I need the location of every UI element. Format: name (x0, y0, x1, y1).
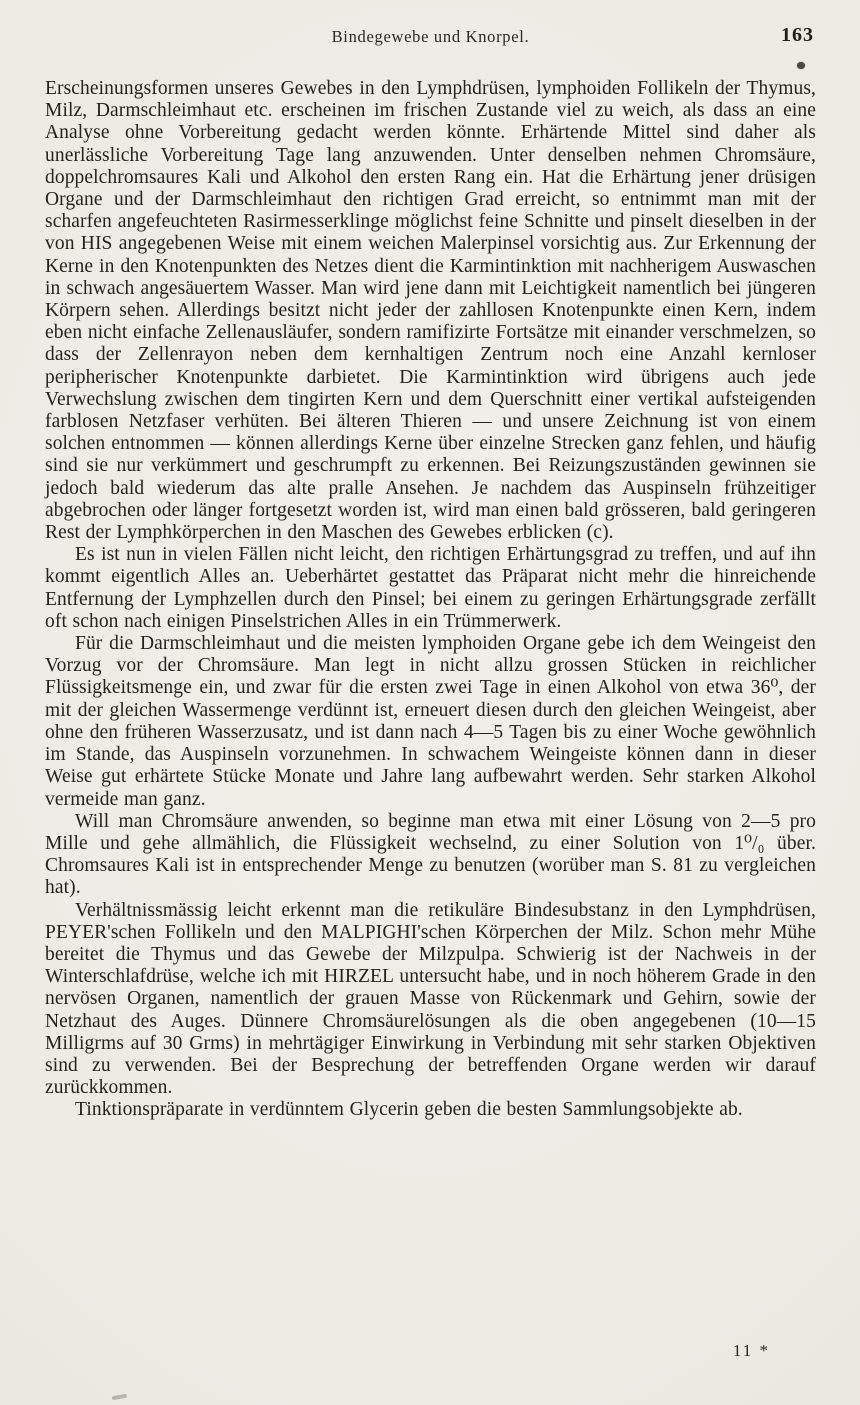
paragraph: Erscheinungsformen unseres Gewebes in den Lymphdrüsen, lymphoiden Follikeln der Thymus, Milz, Darmschleimhaut etc. erscheinen im frischen Zustande viel zu weich, als dass an eine Analyse ohne Vorbereitung gedacht werden könnte. Erhärtende Mittel sind daher als unerlässliche Vorbereitung Tage lang anzuwenden. Unter denselben nehmen Chromsäure, doppelchromsaures Kali und Alkohol den ersten Rang ein. Hat die Erhärtung jener drüsigen Organe und der Darmschleimhaut den richtigen Grad erreicht, so entnimmt man mit der scharfen angefeuchteten Rasirmesserklinge möglichst feine Schnitte und pinselt dieselben in der von HIS angegebenen Weise mit einem weichen Malerpinsel vorsichtig aus. Zur Erkennung der Kerne in den Knotenpunkten des Netzes dient die Karmintinktion mit nachherigem Auswaschen in schwach angesäuertem Wasser. Man wird jene dann mit Leichtigkeit namentlich bei jüngeren Körpern sehen. Allerdings besitzt nicht jeder der zahllosen Knotenpunkte einen Kern, indem eben nicht einfache Zellenausläufer, sondern ramifizirte Fortsätze mit einander verschmelzen, so dass der Zellenrayon neben dem kernhaltigen Zentrum noch eine Anzahl kernloser peripherischer Knotenpunkte darbietet. Die Karmintinktion wird übrigens auch jede Verwechslung zwischen dem tingirten Kern und dem Querschnitt einer vertikal aufsteigenden farblosen Netzfaser verhüten. Bei älteren Thieren — und unsere Zeichnung ist von einem solchen entnommen — können allerdings Kerne über einzelne Strecken ganz fehlen, und häufig sind sie nur verkümmert und geschrumpft zu erkennen. Bei Reizungszuständen gewinnen sie jedoch bald wiederum das alte pralle Ansehen. Je nachdem das Auspinseln frühzeitiger abgebrochen oder länger fortgesetzt worden ist, wird man einen bald grösseren, bald geringeren Rest der Lymphkörperchen in den Maschen des Gewebes erblicken (c). (45, 78, 816, 544)
printer-signature-mark: 11 * (732, 1341, 770, 1360)
text-block (45, 78, 816, 1122)
paragraph: Für die Darmschleimhaut und die meisten lymphoiden Organe gebe ich dem Weingeist den Vorzug vor der Chromsäure. Man legt in nicht allzu grossen Stücken in reichlicher Flüssigkeitsmenge ein, und zwar für die ersten zwei Tage in einen Alkohol von etwa 36⁰, der mit der gleichen Wassermenge verdünnt ist, erneuert diesen durch den gleichen Weingeist, aber ohne den früheren Wasserzusatz, und ist dann nach 4—5 Tagen bis zu einer Woche gewöhnlich im Stande, das Auspinseln vorzunehmen. In schwachem Weingeiste können dann in dieser Weise gut erhärtete Stücke Monate und Jahre lang aufbewahrt werden. Sehr starken Alkohol vermeide man ganz. (45, 633, 816, 810)
paragraph: Tinktionspräparate in verdünntem Glycerin geben die besten Sammlungsobjekte ab. (75, 1099, 743, 1121)
ink-spot (797, 62, 805, 69)
scan-artifact (112, 1394, 127, 1401)
paragraph: Es ist nun in vielen Fällen nicht leicht, den richtigen Erhärtungsgrad zu treffen, und auf ihn kommt eigentlich Alles an. Ueberhärtet gestattet das Präparat nicht mehr die hinreichende Entfernung der Lymphzellen durch den Pinsel; bei einem zu geringen Erhärtungsgrade zerfällt oft schon nach einigen Pinselstrichen Alles in ein Trümmerwerk. (45, 544, 816, 632)
page-header (45, 24, 816, 55)
running-title: Bindegewebe und Knorpel. (331, 27, 530, 46)
paragraph: Will man Chromsäure anwenden, so beginne man etwa mit einer Lösung von 2—5 pro Mille und gehe allmählich, die Flüssigkeit wechselnd, zu einer Solution von 1⁰/₀ über. Chromsaures Kali ist in entsprechender Menge zu benutzen (worüber man S. 81 zu vergleichen hat). (45, 810, 816, 899)
paragraph: Verhältnissmässig leicht erkennt man die retikuläre Bindesubstanz in den Lymphdrüsen, PEYER'schen Follikeln und den MALPIGHI'schen Körperchen der Milz. Schon mehr Mühe bereitet die Thymus und das Gewebe der Milzpulpa. Schwierig ist der Nachweis in der Winterschlafdrüse, welche ich mit HIRZEL untersucht habe, und in noch höherem Grade in den nervösen Organen, namentlich der grauen Masse von Rückenmark und Gehirn, sowie der Netzhaut des Auges. Dünnere Chromsäurelösungen als die oben angegebenen (10—15 Milligrms auf 30 Grms) in mehrtägiger Einwirkung in Verbindung mit sehr starken Objektiven sind zu verwenden. Bei der Besprechung der betreffenden Organe werden wir darauf zurückkommen. (45, 899, 816, 1099)
page-number: 163 (781, 24, 814, 46)
